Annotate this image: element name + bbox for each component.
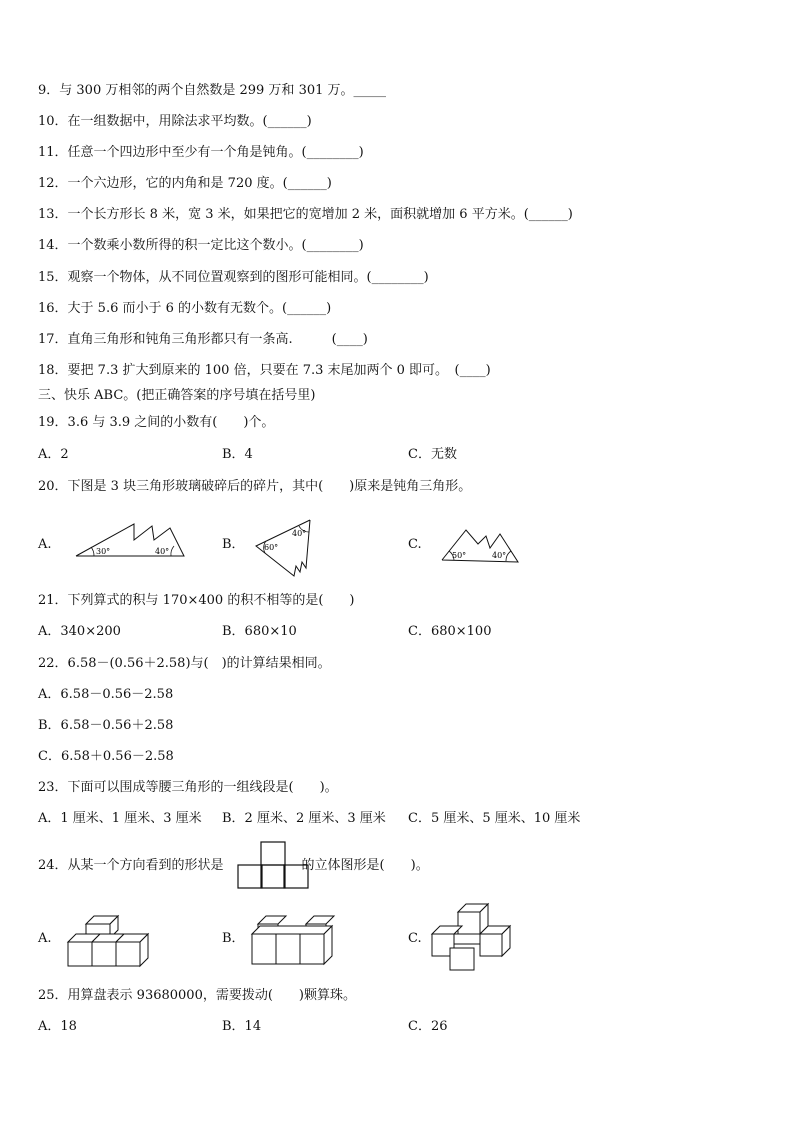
question-20: 20．下图是 3 块三角形玻璃破碎后的碎片，其中( )原来是钝角三角形。 bbox=[38, 479, 472, 494]
fragment-b-left-angle: 60° bbox=[264, 543, 279, 552]
q19-option-b: B．4 bbox=[222, 447, 253, 462]
glass-fragment-b-figure bbox=[250, 518, 316, 580]
question-25: 25．用算盘表示 93680000，需要拨动( )颗算珠。 bbox=[38, 988, 356, 1003]
q19-option-a: A．2 bbox=[38, 447, 69, 462]
question-14: 14．一个数乘小数所得的积一定比这个数小。(________) bbox=[38, 238, 364, 253]
q25-option-c: C．26 bbox=[408, 1019, 448, 1034]
question-17: 17．直角三角形和钝角三角形都只有一条高. (____) bbox=[38, 332, 368, 347]
q23-option-c: C．5 厘米、5 厘米、10 厘米 bbox=[408, 811, 581, 826]
fragment-c-left-angle: 50° bbox=[452, 551, 467, 560]
q24-option-a: A. bbox=[38, 931, 52, 946]
question-11: 11．任意一个四边形中至少有一个角是钝角。(________) bbox=[38, 145, 364, 160]
cube-stack-a-figure bbox=[64, 908, 156, 970]
q24-option-c: C. bbox=[408, 931, 422, 946]
fragment-a-left-angle: 30° bbox=[96, 547, 111, 556]
cube-stack-c-figure bbox=[430, 900, 514, 974]
fragment-b-right-angle: 40° bbox=[292, 529, 307, 538]
q19-option-c: C．无数 bbox=[408, 447, 457, 462]
q24-option-b: B． bbox=[222, 931, 245, 946]
question-12: 12．一个六边形，它的内角和是 720 度。(______) bbox=[38, 176, 332, 191]
glass-fragment-a-figure bbox=[72, 520, 188, 562]
question-24: 24．从某一个方向看到的形状是 的立体图形是( )。 bbox=[38, 858, 429, 873]
q21-option-c: C．680×100 bbox=[408, 624, 492, 639]
question-18: 18．要把 7.3 扩大到原来的 100 倍，只要在 7.3 末尾加两个 0 即可。 (____) bbox=[38, 363, 491, 378]
fragment-c-right-angle: 40° bbox=[492, 551, 507, 560]
question-21: 21．下列算式的积与 170×400 的积不相等的是( ) bbox=[38, 593, 355, 608]
q22-option-c: C．6.58＋0.56－2.58 bbox=[38, 749, 174, 764]
q22-option-b: B．6.58－0.56＋2.58 bbox=[38, 718, 174, 733]
q20-option-a: A. bbox=[38, 537, 52, 552]
question-22: 22．6.58－(0.56＋2.58)与( )的计算结果相同。 bbox=[38, 656, 331, 671]
q20-option-c: C. bbox=[408, 537, 422, 552]
q25-option-a: A．18 bbox=[38, 1019, 77, 1034]
section-heading: 三、快乐 ABC。(把正确答案的序号填在括号里) bbox=[38, 388, 316, 403]
glass-fragment-c-figure bbox=[438, 524, 522, 566]
q23-option-a: A．1 厘米、1 厘米、3 厘米 bbox=[38, 811, 202, 826]
question-19: 19．3.6 与 3.9 之间的小数有( )个。 bbox=[38, 415, 275, 430]
q20-option-b: B． bbox=[222, 537, 245, 552]
question-13: 13．一个长方形长 8 米，宽 3 米，如果把它的宽增加 2 米，面积就增加 6 平方米。(______) bbox=[38, 207, 573, 222]
question-9: 9．与 300 万相邻的两个自然数是 299 万和 301 万。_____ bbox=[38, 83, 387, 98]
q21-option-b: B．680×10 bbox=[222, 624, 297, 639]
front-view-figure bbox=[236, 840, 310, 890]
question-15: 15．观察一个物体，从不同位置观察到的图形可能相同。(________) bbox=[38, 270, 429, 285]
question-16: 16．大于 5.6 而小于 6 的小数有无数个。(______) bbox=[38, 301, 332, 316]
question-23: 23．下面可以围成等腰三角形的一组线段是( )。 bbox=[38, 780, 338, 795]
q23-option-b: B．2 厘米、2 厘米、3 厘米 bbox=[222, 811, 386, 826]
fragment-a-right-angle: 40° bbox=[155, 547, 170, 556]
cube-stack-b-figure bbox=[248, 912, 336, 968]
q25-option-b: B．14 bbox=[222, 1019, 262, 1034]
question-10: 10．在一组数据中，用除法求平均数。(______) bbox=[38, 114, 312, 129]
q22-option-a: A．6.58－0.56－2.58 bbox=[38, 687, 174, 702]
q21-option-a: A．340×200 bbox=[38, 624, 121, 639]
